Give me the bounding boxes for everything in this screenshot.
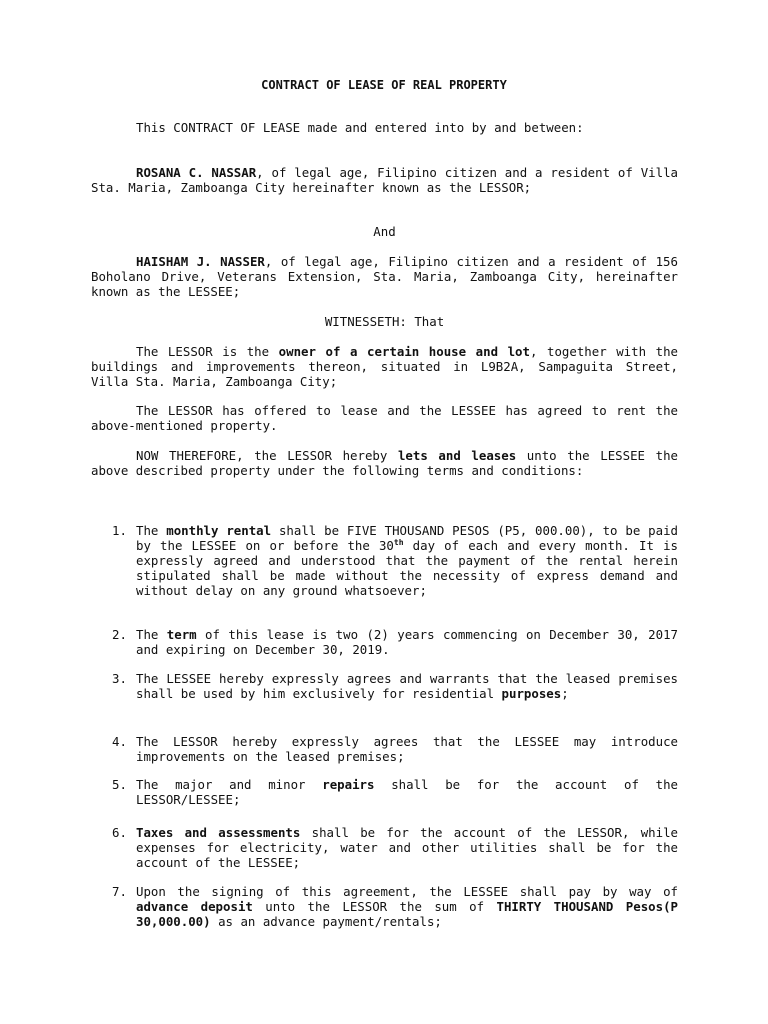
offered-paragraph: The LESSOR has offered to lease and the LESSEE has agreed to rent the above-mentioned property. <box>91 403 678 433</box>
item-text-bold: purposes <box>501 686 562 701</box>
item-text <box>136 825 678 870</box>
lessor-name: ROSANA C. NASSAR <box>136 165 257 180</box>
item-text <box>136 884 678 929</box>
item-number: 7. <box>112 884 127 899</box>
item-number: 6. <box>112 825 127 840</box>
item-text-a: The LESSEE hereby expressly agrees and warrants that the leased premises shall be used by him exclusively for residential <box>136 671 678 701</box>
now-therefore-paragraph <box>91 448 678 478</box>
item-text-c: shall be for the account of the LESSOR/LESSEE; <box>136 777 679 807</box>
item-text-a: The <box>136 523 167 538</box>
item-number: 1. <box>112 523 127 538</box>
item-text <box>136 523 678 598</box>
item-number: 4. <box>112 734 127 749</box>
item-text-c: of this lease is two (2) years commencing on December 30, 2017 and expiring on December 30, 2019. <box>136 627 679 657</box>
lessor-paragraph <box>91 165 678 195</box>
item-text-c: ; <box>561 686 569 701</box>
item-text-d: day of each and every month. It is expressly agreed and understood that the payment of the rental herein stipulated shall be made without the necessity of express demand and without delay on any ground whatsoever; <box>136 538 678 598</box>
lessee-description: , of legal age, Filipino citizen and a resident of 156 Boholano Drive, Veterans Extension, Sta. Maria, Zamboanga City, hereinafter known as the LESSEE; <box>91 254 678 299</box>
owner-text-bold: owner of a certain house and lot <box>278 344 530 359</box>
term-item-4 <box>112 734 678 764</box>
term-item-1 <box>112 523 678 598</box>
and-separator: And <box>373 224 396 239</box>
item-text-bold: advance deposit <box>136 899 253 914</box>
item-number: 2. <box>112 627 127 642</box>
document-title: CONTRACT OF LEASE OF REAL PROPERTY <box>261 78 507 92</box>
item-text-c: unto the LESSOR the sum of <box>252 899 497 914</box>
item-text-e: as an advance payment/rentals; <box>210 914 442 929</box>
term-item-3 <box>112 671 678 701</box>
lessee-paragraph <box>91 254 678 299</box>
item-text <box>136 627 678 657</box>
item-superscript: th <box>393 538 404 547</box>
item-text-c: shall be FIVE THOUSAND PESOS (P5, 000.00), to be paid by the LESSEE on or before the 30 <box>136 523 678 553</box>
now-text-c: unto the LESSEE the above described property under the following terms and conditions: <box>91 448 678 478</box>
term-item-2 <box>112 627 678 657</box>
item-text-a: The <box>136 627 167 642</box>
lessor-description: , of legal age, Filipino citizen and a resident of Villa Sta. Maria, Zamboanga City hereinafter known as the LESSOR; <box>91 165 678 195</box>
item-number: 3. <box>112 671 127 686</box>
item-text-a: Upon the signing of this agreement, the LESSEE shall pay by way of <box>136 884 678 899</box>
owner-text-c: , together with the buildings and improvements thereon, situated in L9B2A, Sampaguita Street, Villa Sta. Maria, Zamboanga City; <box>91 344 678 389</box>
item-text-bold: monthly rental <box>166 523 272 538</box>
term-item-7 <box>112 884 678 929</box>
item-text <box>136 777 678 807</box>
item-text-a: The major and minor <box>136 777 323 792</box>
witnesseth-heading: WITNESSETH: That <box>324 314 445 329</box>
item-number: 5. <box>112 777 127 792</box>
item-text-c: shall be for the account of the LESSOR, while expenses for electricity, water and other utilities shall be for the account of the LESSEE; <box>136 825 678 870</box>
item-text-bold: term <box>166 627 197 642</box>
owner-paragraph <box>91 344 678 389</box>
intro-paragraph: This CONTRACT OF LEASE made and entered into by and between: <box>136 120 584 135</box>
item-text <box>136 734 678 764</box>
term-item-5 <box>112 777 678 807</box>
item-text <box>136 671 678 701</box>
lessee-name: HAISHAM J. NASSER <box>136 254 265 269</box>
term-item-6 <box>112 825 678 870</box>
now-text-bold: lets and leases <box>397 448 517 463</box>
item-text-bold: repairs <box>322 777 375 792</box>
item-text-bold: Taxes and assessments <box>136 825 301 840</box>
owner-text-a: The LESSOR is the <box>136 344 279 359</box>
item-text-bold-amount: THIRTY THOUSAND Pesos(P 30,000.00) <box>136 899 679 929</box>
item-text-a: The LESSOR hereby expressly agrees that the LESSEE may introduce improvements on the leased premises; <box>136 734 678 764</box>
now-text-a: NOW THEREFORE, the LESSOR hereby <box>136 448 398 463</box>
